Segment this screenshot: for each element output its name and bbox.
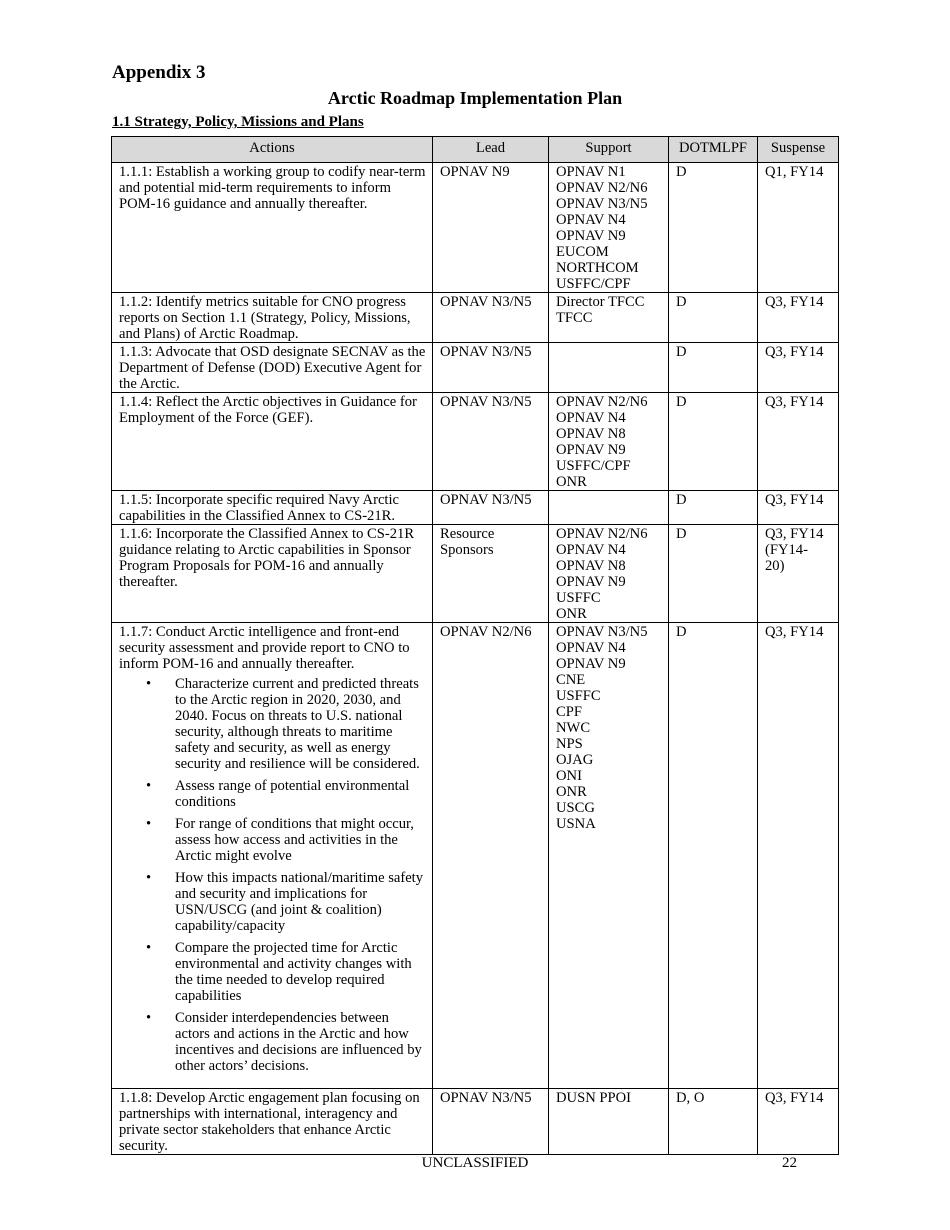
suspense-line: Q3, FY14 bbox=[765, 394, 824, 410]
page-number: 22 bbox=[782, 1155, 797, 1171]
lead-cell bbox=[433, 163, 549, 293]
support-organization: OPNAV N4 bbox=[556, 640, 626, 656]
suspense-line: Q3, FY14 bbox=[765, 526, 824, 542]
action-text: 1.1.7: Conduct Arctic intelligence and front-end security assessment and provide report to CNO to inform POM-16 and annually thereafter. bbox=[119, 624, 410, 672]
suspense-line: Q3, FY14 bbox=[765, 1090, 824, 1106]
support-organization: OPNAV N8 bbox=[556, 558, 626, 574]
support-organization: OPNAV N4 bbox=[556, 212, 626, 228]
lead-organization: Sponsors bbox=[440, 542, 494, 558]
implementation-table bbox=[111, 136, 839, 1155]
action-bullet-item: • Characterize current and predicted threats to the Arctic region in 2020, 2030, and 2040. Focus on threats to U.S. national security, although threats to maritime safety and security, as well as energy security and resilience will be considered. bbox=[119, 676, 426, 772]
support-organization: EUCOM bbox=[556, 244, 609, 260]
support-organization: USNA bbox=[556, 816, 596, 832]
support-cell bbox=[549, 525, 669, 623]
action-text: 1.1.4: Reflect the Arctic objectives in Guidance for Employment of the Force (GEF). bbox=[119, 394, 417, 426]
page-title: Arctic Roadmap Implementation Plan bbox=[327, 88, 623, 108]
support-organization: USCG bbox=[556, 800, 595, 816]
action-bullet-list bbox=[119, 676, 426, 1074]
support-cell bbox=[549, 491, 669, 525]
dotmlpf-cell: D bbox=[669, 163, 758, 293]
action-cell bbox=[112, 491, 433, 525]
action-text: 1.1.6: Incorporate the Classified Annex to CS-21R guidance relating to Arctic capabilities in Sponsor Program Proposals for POM-16 and annually thereafter. bbox=[119, 526, 415, 590]
suspense-cell bbox=[758, 393, 839, 491]
action-cell bbox=[112, 343, 433, 393]
action-text: 1.1.3: Advocate that OSD designate SECNAV as the Department of Defense (DOD) Executive Agent for the Arctic. bbox=[119, 344, 426, 392]
lead-organization: OPNAV N2/N6 bbox=[440, 624, 532, 640]
support-organization: NPS bbox=[556, 736, 583, 752]
support-organization: CNE bbox=[556, 672, 586, 688]
support-organization: Director TFCC bbox=[556, 294, 645, 310]
lead-cell bbox=[433, 343, 549, 393]
action-text: 1.1.2: Identify metrics suitable for CNO progress reports on Section 1.1 (Strategy, Policy, Missions, and Plans) of Arctic Roadmap. bbox=[119, 294, 411, 342]
dotmlpf-cell: D bbox=[669, 393, 758, 491]
dotmlpf-cell: D bbox=[669, 293, 758, 343]
column-header-actions: Actions bbox=[112, 137, 433, 163]
support-organization: ONI bbox=[556, 768, 582, 784]
support-organization: USFFC bbox=[556, 590, 601, 606]
support-organization: OPNAV N4 bbox=[556, 410, 626, 426]
support-organization: OPNAV N3/N5 bbox=[556, 624, 648, 640]
suspense-line: Q3, FY14 bbox=[765, 344, 824, 360]
action-text: 1.1.1: Establish a working group to codify near-term and potential mid-term requirements to inform POM-16 guidance and annually thereafter. bbox=[119, 164, 426, 212]
lead-organization: Resource bbox=[440, 526, 495, 542]
table-body bbox=[112, 163, 839, 1155]
suspense-cell bbox=[758, 491, 839, 525]
lead-cell bbox=[433, 491, 549, 525]
support-cell bbox=[549, 623, 669, 1089]
support-organization: OPNAV N3/N5 bbox=[556, 196, 648, 212]
support-organization: USFFC/CPF bbox=[556, 276, 631, 292]
support-organization: OPNAV N1 bbox=[556, 164, 626, 180]
support-organization: OPNAV N8 bbox=[556, 426, 626, 442]
action-cell bbox=[112, 1089, 433, 1155]
support-organization: OPNAV N9 bbox=[556, 228, 626, 244]
suspense-cell bbox=[758, 163, 839, 293]
suspense-line: Q1, FY14 bbox=[765, 164, 824, 180]
lead-organization: OPNAV N3/N5 bbox=[440, 1090, 532, 1106]
action-bullet-item: • How this impacts national/maritime safety and security and implications for USN/USCG (and joint & coalition) capability/capacity bbox=[119, 870, 426, 934]
support-organization: OJAG bbox=[556, 752, 594, 768]
table-row bbox=[112, 343, 839, 393]
support-organization: USFFC bbox=[556, 688, 601, 704]
column-header-lead: Lead bbox=[433, 137, 549, 163]
suspense-line: Q3, FY14 bbox=[765, 624, 824, 640]
action-cell bbox=[112, 393, 433, 491]
section-heading: 1.1 Strategy, Policy, Missions and Plans bbox=[112, 114, 364, 130]
table-row bbox=[112, 393, 839, 491]
support-cell bbox=[549, 293, 669, 343]
suspense-cell bbox=[758, 343, 839, 393]
suspense-line: Q3, FY14 bbox=[765, 294, 824, 310]
table-row bbox=[112, 491, 839, 525]
lead-organization: OPNAV N3/N5 bbox=[440, 492, 532, 508]
suspense-cell bbox=[758, 623, 839, 1089]
action-bullet-item: • Consider interdependencies between actors and actions in the Arctic and how incentives and decisions are influenced by other actors’ decisions. bbox=[119, 1010, 426, 1074]
support-organization: OPNAV N2/N6 bbox=[556, 394, 648, 410]
support-organization: OPNAV N2/N6 bbox=[556, 526, 648, 542]
support-organization: NWC bbox=[556, 720, 591, 736]
table-row bbox=[112, 1089, 839, 1155]
suspense-cell bbox=[758, 1089, 839, 1155]
lead-cell bbox=[433, 293, 549, 343]
action-bullet-item: • Assess range of potential environmental conditions bbox=[119, 778, 426, 810]
support-cell bbox=[549, 1089, 669, 1155]
support-organization: OPNAV N2/N6 bbox=[556, 180, 648, 196]
table-header-row bbox=[112, 137, 839, 163]
dotmlpf-cell: D bbox=[669, 343, 758, 393]
dotmlpf-cell: D bbox=[669, 623, 758, 1089]
support-cell bbox=[549, 343, 669, 393]
action-text: 1.1.8: Develop Arctic engagement plan focusing on partnerships with international, interagency and private sector stakeholders that enhance Arctic security. bbox=[119, 1090, 420, 1154]
dotmlpf-cell: D bbox=[669, 525, 758, 623]
support-organization: OPNAV N4 bbox=[556, 542, 626, 558]
dotmlpf-cell: D, O bbox=[669, 1089, 758, 1155]
action-bullet-item: • For range of conditions that might occur, assess how access and activities in the Arctic might evolve bbox=[119, 816, 426, 864]
lead-cell bbox=[433, 623, 549, 1089]
table-row bbox=[112, 163, 839, 293]
table-row bbox=[112, 293, 839, 343]
support-cell bbox=[549, 163, 669, 293]
lead-organization: OPNAV N3/N5 bbox=[440, 394, 532, 410]
lead-cell bbox=[433, 1089, 549, 1155]
support-organization: OPNAV N9 bbox=[556, 656, 626, 672]
lead-organization: OPNAV N9 bbox=[440, 164, 510, 180]
lead-cell bbox=[433, 393, 549, 491]
table-row bbox=[112, 623, 839, 1089]
action-text: 1.1.5: Incorporate specific required Navy Arctic capabilities in the Classified Annex to CS-21R. bbox=[119, 492, 400, 524]
column-header-dotmlpf: DOTMLPF bbox=[669, 137, 758, 163]
support-organization: USFFC/CPF bbox=[556, 458, 631, 474]
action-cell bbox=[112, 163, 433, 293]
dotmlpf-cell: D bbox=[669, 491, 758, 525]
support-organization: CPF bbox=[556, 704, 582, 720]
suspense-line: 20) bbox=[765, 558, 785, 574]
support-organization: ONR bbox=[556, 784, 587, 800]
support-organization: TFCC bbox=[556, 310, 593, 326]
support-organization: OPNAV N9 bbox=[556, 574, 626, 590]
support-organization: ONR bbox=[556, 606, 587, 622]
support-cell bbox=[549, 393, 669, 491]
action-cell bbox=[112, 623, 433, 1089]
lead-cell bbox=[433, 525, 549, 623]
action-cell bbox=[112, 293, 433, 343]
support-organization: ONR bbox=[556, 474, 587, 490]
support-organization: DUSN PPOI bbox=[556, 1090, 632, 1106]
action-cell bbox=[112, 525, 433, 623]
action-bullet-item: • Compare the projected time for Arctic environmental and activity changes with the time needed to develop required capabilities bbox=[119, 940, 426, 1004]
suspense-cell bbox=[758, 293, 839, 343]
suspense-line: (FY14- bbox=[765, 542, 808, 558]
table-row bbox=[112, 525, 839, 623]
support-organization: OPNAV N9 bbox=[556, 442, 626, 458]
appendix-label: Appendix 3 bbox=[112, 62, 206, 83]
suspense-line: Q3, FY14 bbox=[765, 492, 824, 508]
support-organization: NORTHCOM bbox=[556, 260, 639, 276]
column-header-support: Support bbox=[549, 137, 669, 163]
lead-organization: OPNAV N3/N5 bbox=[440, 294, 532, 310]
lead-organization: OPNAV N3/N5 bbox=[440, 344, 532, 360]
classification-footer: UNCLASSIFIED bbox=[421, 1155, 529, 1171]
column-header-suspense: Suspense bbox=[758, 137, 839, 163]
suspense-cell bbox=[758, 525, 839, 623]
